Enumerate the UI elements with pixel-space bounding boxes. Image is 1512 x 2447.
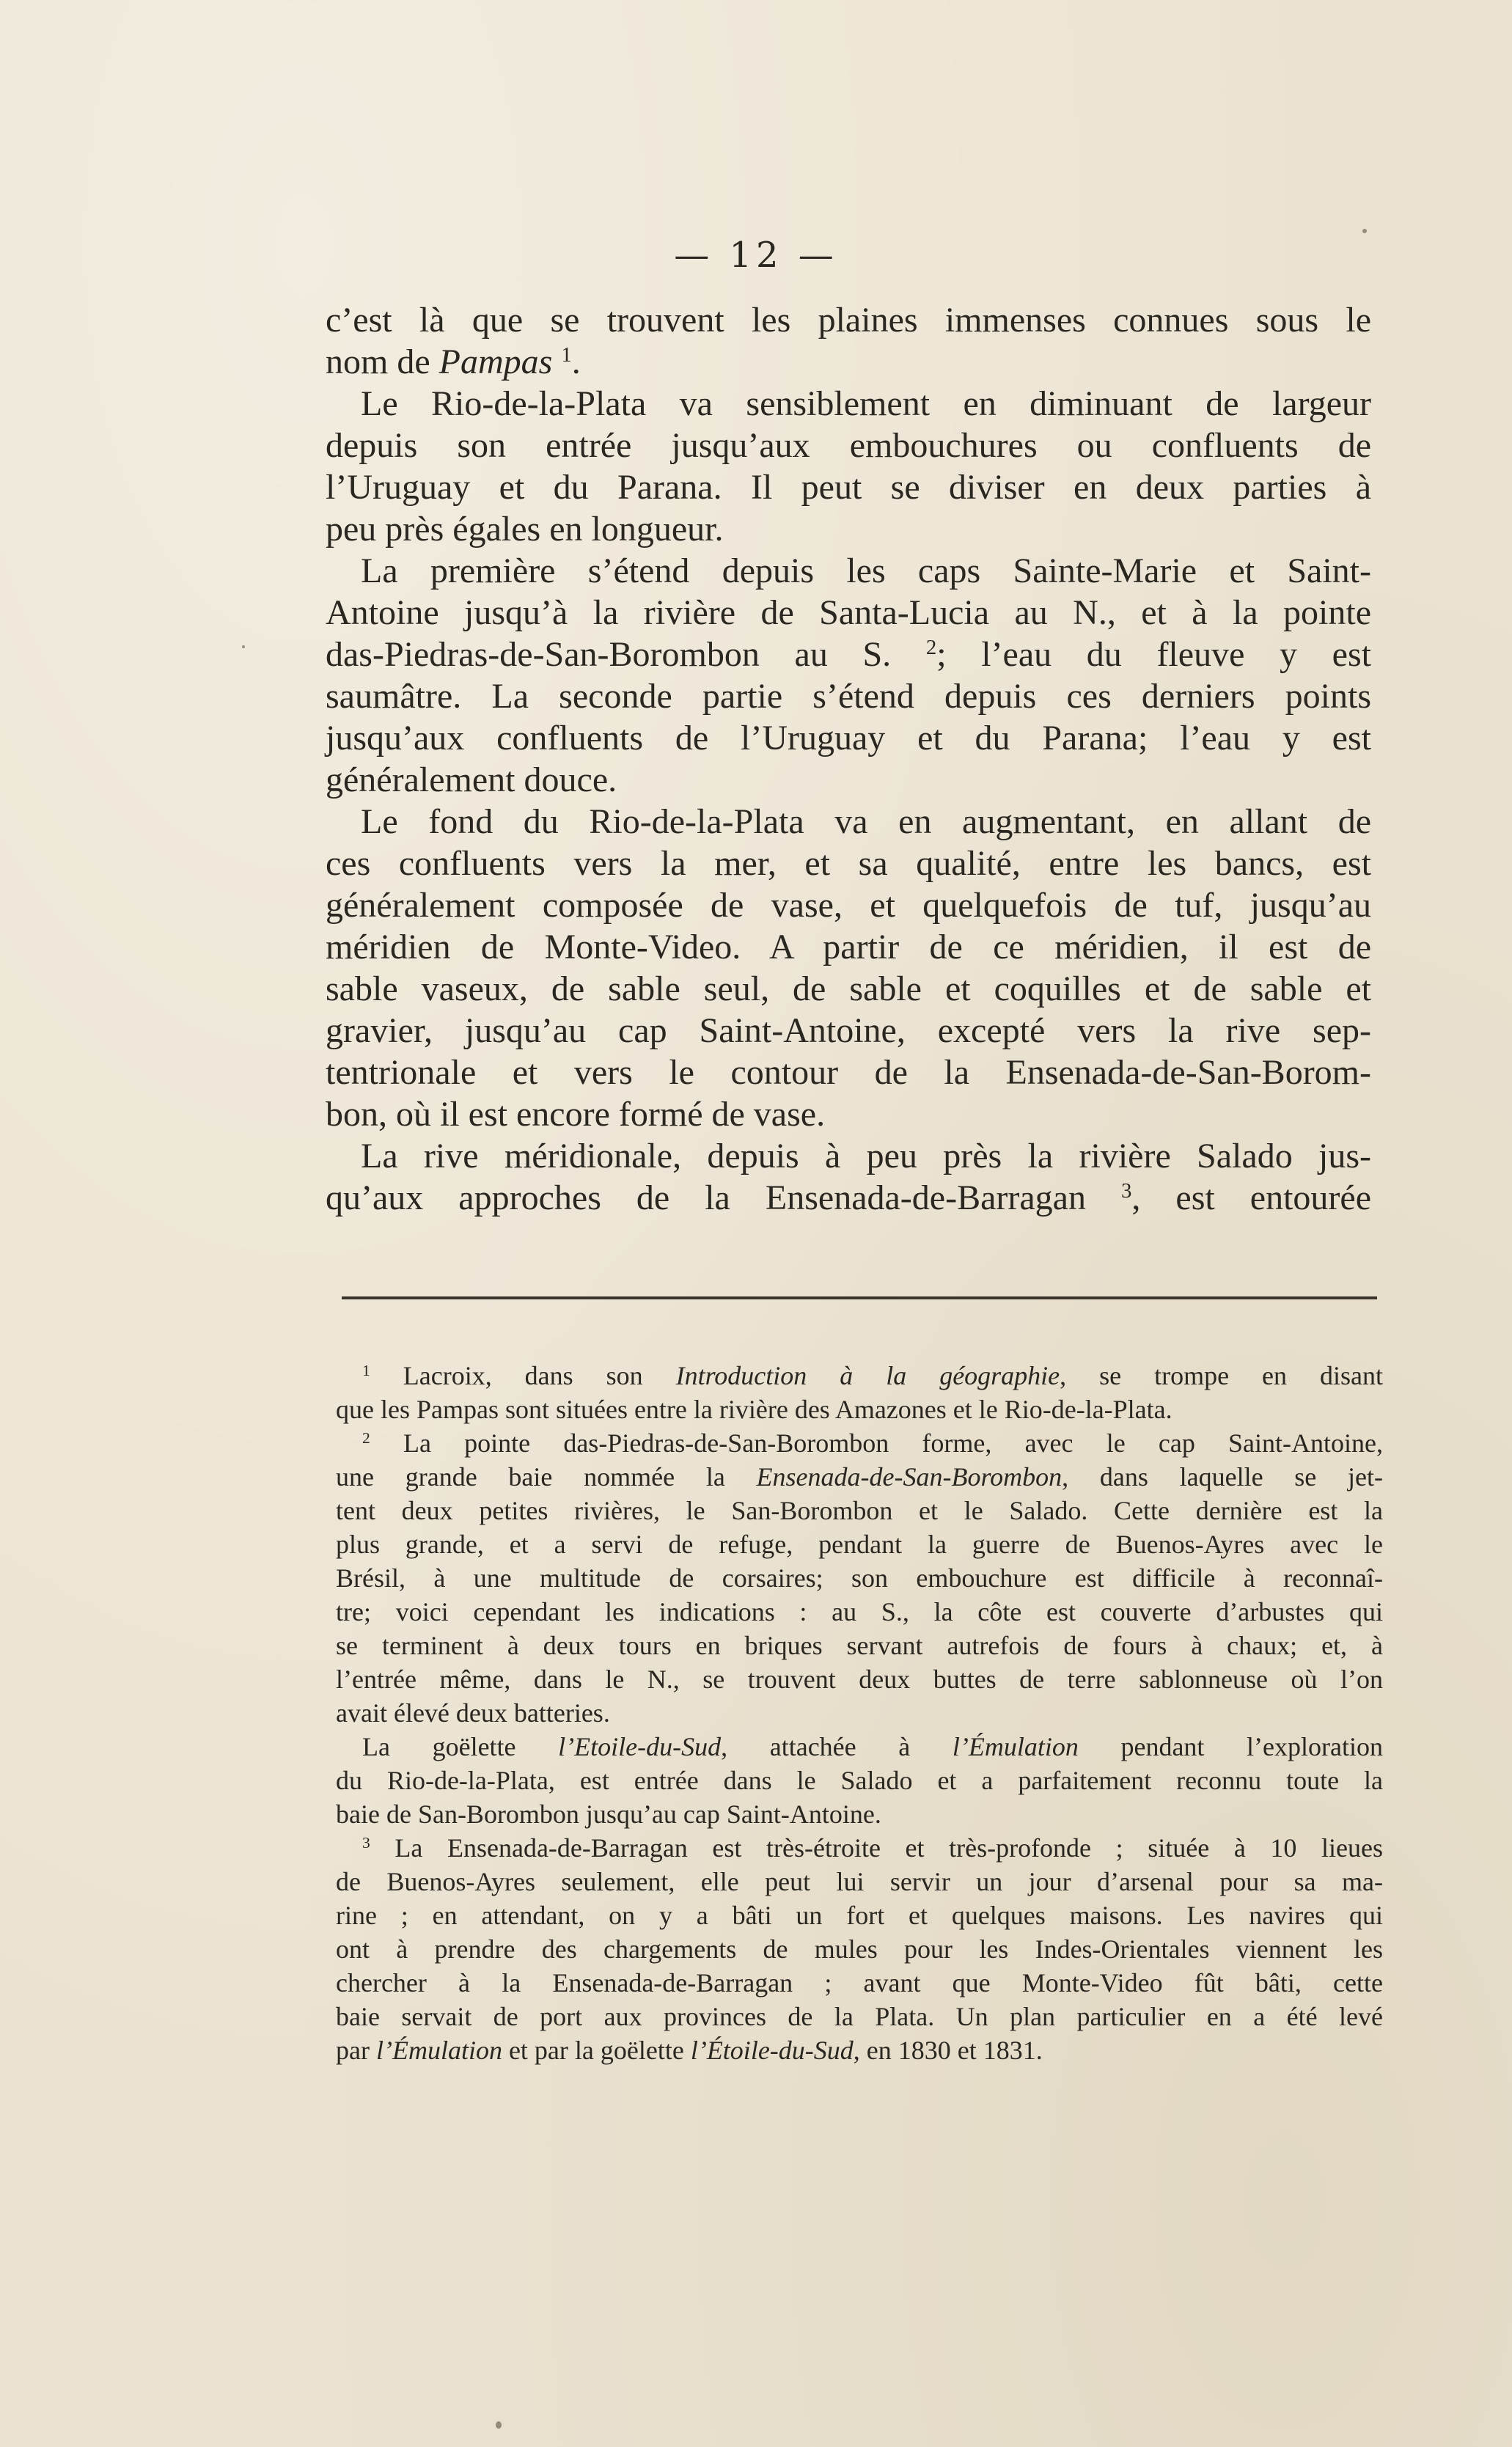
footnote-line: rine ; en attendant, on y a bâti un fort et quelques maisons. Les navires qui <box>336 1901 1383 1930</box>
footnote-line: ont à prendre des chargements de mules pour les Indes-Orientales viennent les <box>336 1934 1383 1964</box>
footnotes <box>336 1359 1383 2067</box>
body-text-line: Le Rio-de-la-Plata va sensiblement en diminuant de largeur <box>361 384 1371 423</box>
body-text-line: Antoine jusqu’à la rivière de Santa-Lucia au N., et à la pointe <box>326 593 1371 632</box>
body-text-line: tentrionale et vers le contour de la Ensenada-de-San-Borom- <box>326 1053 1371 1092</box>
body-text-line: gravier, jusqu’au cap Saint-Antoine, excepté vers la rive sep- <box>326 1011 1371 1050</box>
footnote-line: chercher à la Ensenada-de-Barragan ; avant que Monte-Video fût bâti, cette <box>336 1968 1383 1997</box>
footnote-line: $^2$ La pointe das-Piedras-de-San-Borombon forme, avec le cap Saint-Antoine, <box>362 1428 1383 1458</box>
footnote-separator-rule <box>342 1296 1377 1299</box>
footnote-line: Brésil, à une multitude de corsaires; son embouchure est difficile à reconnaî- <box>336 1563 1383 1593</box>
body-text-line: La rive méridionale, depuis à peu près la rivière Salado jus- <box>361 1137 1371 1175</box>
body-text-line: bon, où il est encore formé de vase. <box>326 1095 826 1134</box>
body-text-line: nom de Pampas $^1$. <box>326 342 581 381</box>
body-text-line: l’Uruguay et du Parana. Il peut se diviser en deux parties à <box>326 468 1371 507</box>
footnote-line: tent deux petites rivières, le San-Borombon et le Salado. Cette dernière est la <box>336 1496 1383 1525</box>
footnote-line: $^1$ Lacroix, dans son Introduction à la géographie, se trompe en disant <box>362 1361 1383 1390</box>
body-text-line: généralement composée de vase, et quelquefois de tuf, jusqu’au <box>326 886 1371 925</box>
footnote-line: du Rio-de-la-Plata, est entrée dans le Salado et a parfaitement reconnu toute la <box>336 1766 1383 1795</box>
footnote-line: La goëlette l’Etoile-du-Sud, attachée à l’Émulation pendant l’exploration <box>362 1732 1383 1761</box>
footnote-line: l’entrée même, dans le N., se trouvent deux buttes de terre sablonneuse où l’on <box>336 1665 1383 1694</box>
footnote-line: par l’Émulation et par la goëlette l’Étoile-du-Sud, en 1830 et 1831. <box>336 2036 1043 2065</box>
body-text-line: c’est là que se trouvent les plaines immenses connues sous le <box>326 301 1371 340</box>
footnote-line: avait élevé deux batteries. <box>336 1698 610 1728</box>
body-text-line: méridien de Monte-Video. A partir de ce méridien, il est de <box>326 928 1371 966</box>
body-text-line: jusqu’aux confluents de l’Uruguay et du Parana; l’eau y est <box>326 719 1371 757</box>
paper-speck <box>242 645 245 648</box>
body-text-line: das-Piedras-de-San-Borombon au S. $^2$; l’eau du fleuve y est <box>326 635 1372 674</box>
body-text-line: depuis son entrée jusqu’aux embouchures ou confluents de <box>326 426 1371 465</box>
body-text-line: sable vaseux, de sable seul, de sable et coquilles et de sable et <box>326 969 1371 1008</box>
footnote-line: de Buenos-Ayres seulement, elle peut lui servir un jour d’arsenal pour sa ma- <box>336 1867 1383 1896</box>
page-number: — 12 — <box>674 235 838 276</box>
body-text-line: saumâtre. La seconde partie s’étend depuis ces derniers points <box>326 677 1371 716</box>
body-text-line: La première s’étend depuis les caps Sainte-Marie et Saint- <box>361 551 1371 590</box>
paper-speck <box>496 2421 502 2429</box>
footnote-line: une grande baie nommée la Ensenada-de-San-Borombon, dans laquelle se jet- <box>336 1462 1384 1492</box>
body-text-line: généralement douce. <box>326 760 617 799</box>
body-text-line: Le fond du Rio-de-la-Plata va en augmentant, en allant de <box>361 802 1371 841</box>
footnote-line: plus grande, et a servi de refuge, pendant la guerre de Buenos-Ayres avec le <box>336 1530 1383 1559</box>
body-text-line: peu près égales en longueur. <box>326 510 724 549</box>
footnote-line: $^3$ La Ensenada-de-Barragan est très-étroite et très-profonde ; située à 10 lieues <box>362 1833 1383 1863</box>
footnote-line: que les Pampas sont situées entre la rivière des Amazones et le Rio-de-la-Plata. <box>336 1395 1172 1424</box>
footnote-line: tre; voici cependant les indications : au S., la côte est couverte d’arbustes qui <box>336 1597 1383 1626</box>
footnote-line: se terminent à deux tours en briques servant autrefois de fours à chaux; et, à <box>336 1631 1383 1660</box>
footnote-line: baie de San-Borombon jusqu’au cap Saint-Antoine. <box>336 1800 881 1829</box>
body-text-line: ces confluents vers la mer, et sa qualité, entre les bancs, est <box>326 844 1371 883</box>
body-text-line: qu’aux approches de la Ensenada-de-Barragan $^3$, est entourée <box>326 1178 1371 1217</box>
main-text <box>326 299 1371 1219</box>
paper-speck <box>1362 229 1367 233</box>
footnote-line: baie servait de port aux provinces de la Plata. Un plan particulier en a été levé <box>336 2002 1383 2031</box>
